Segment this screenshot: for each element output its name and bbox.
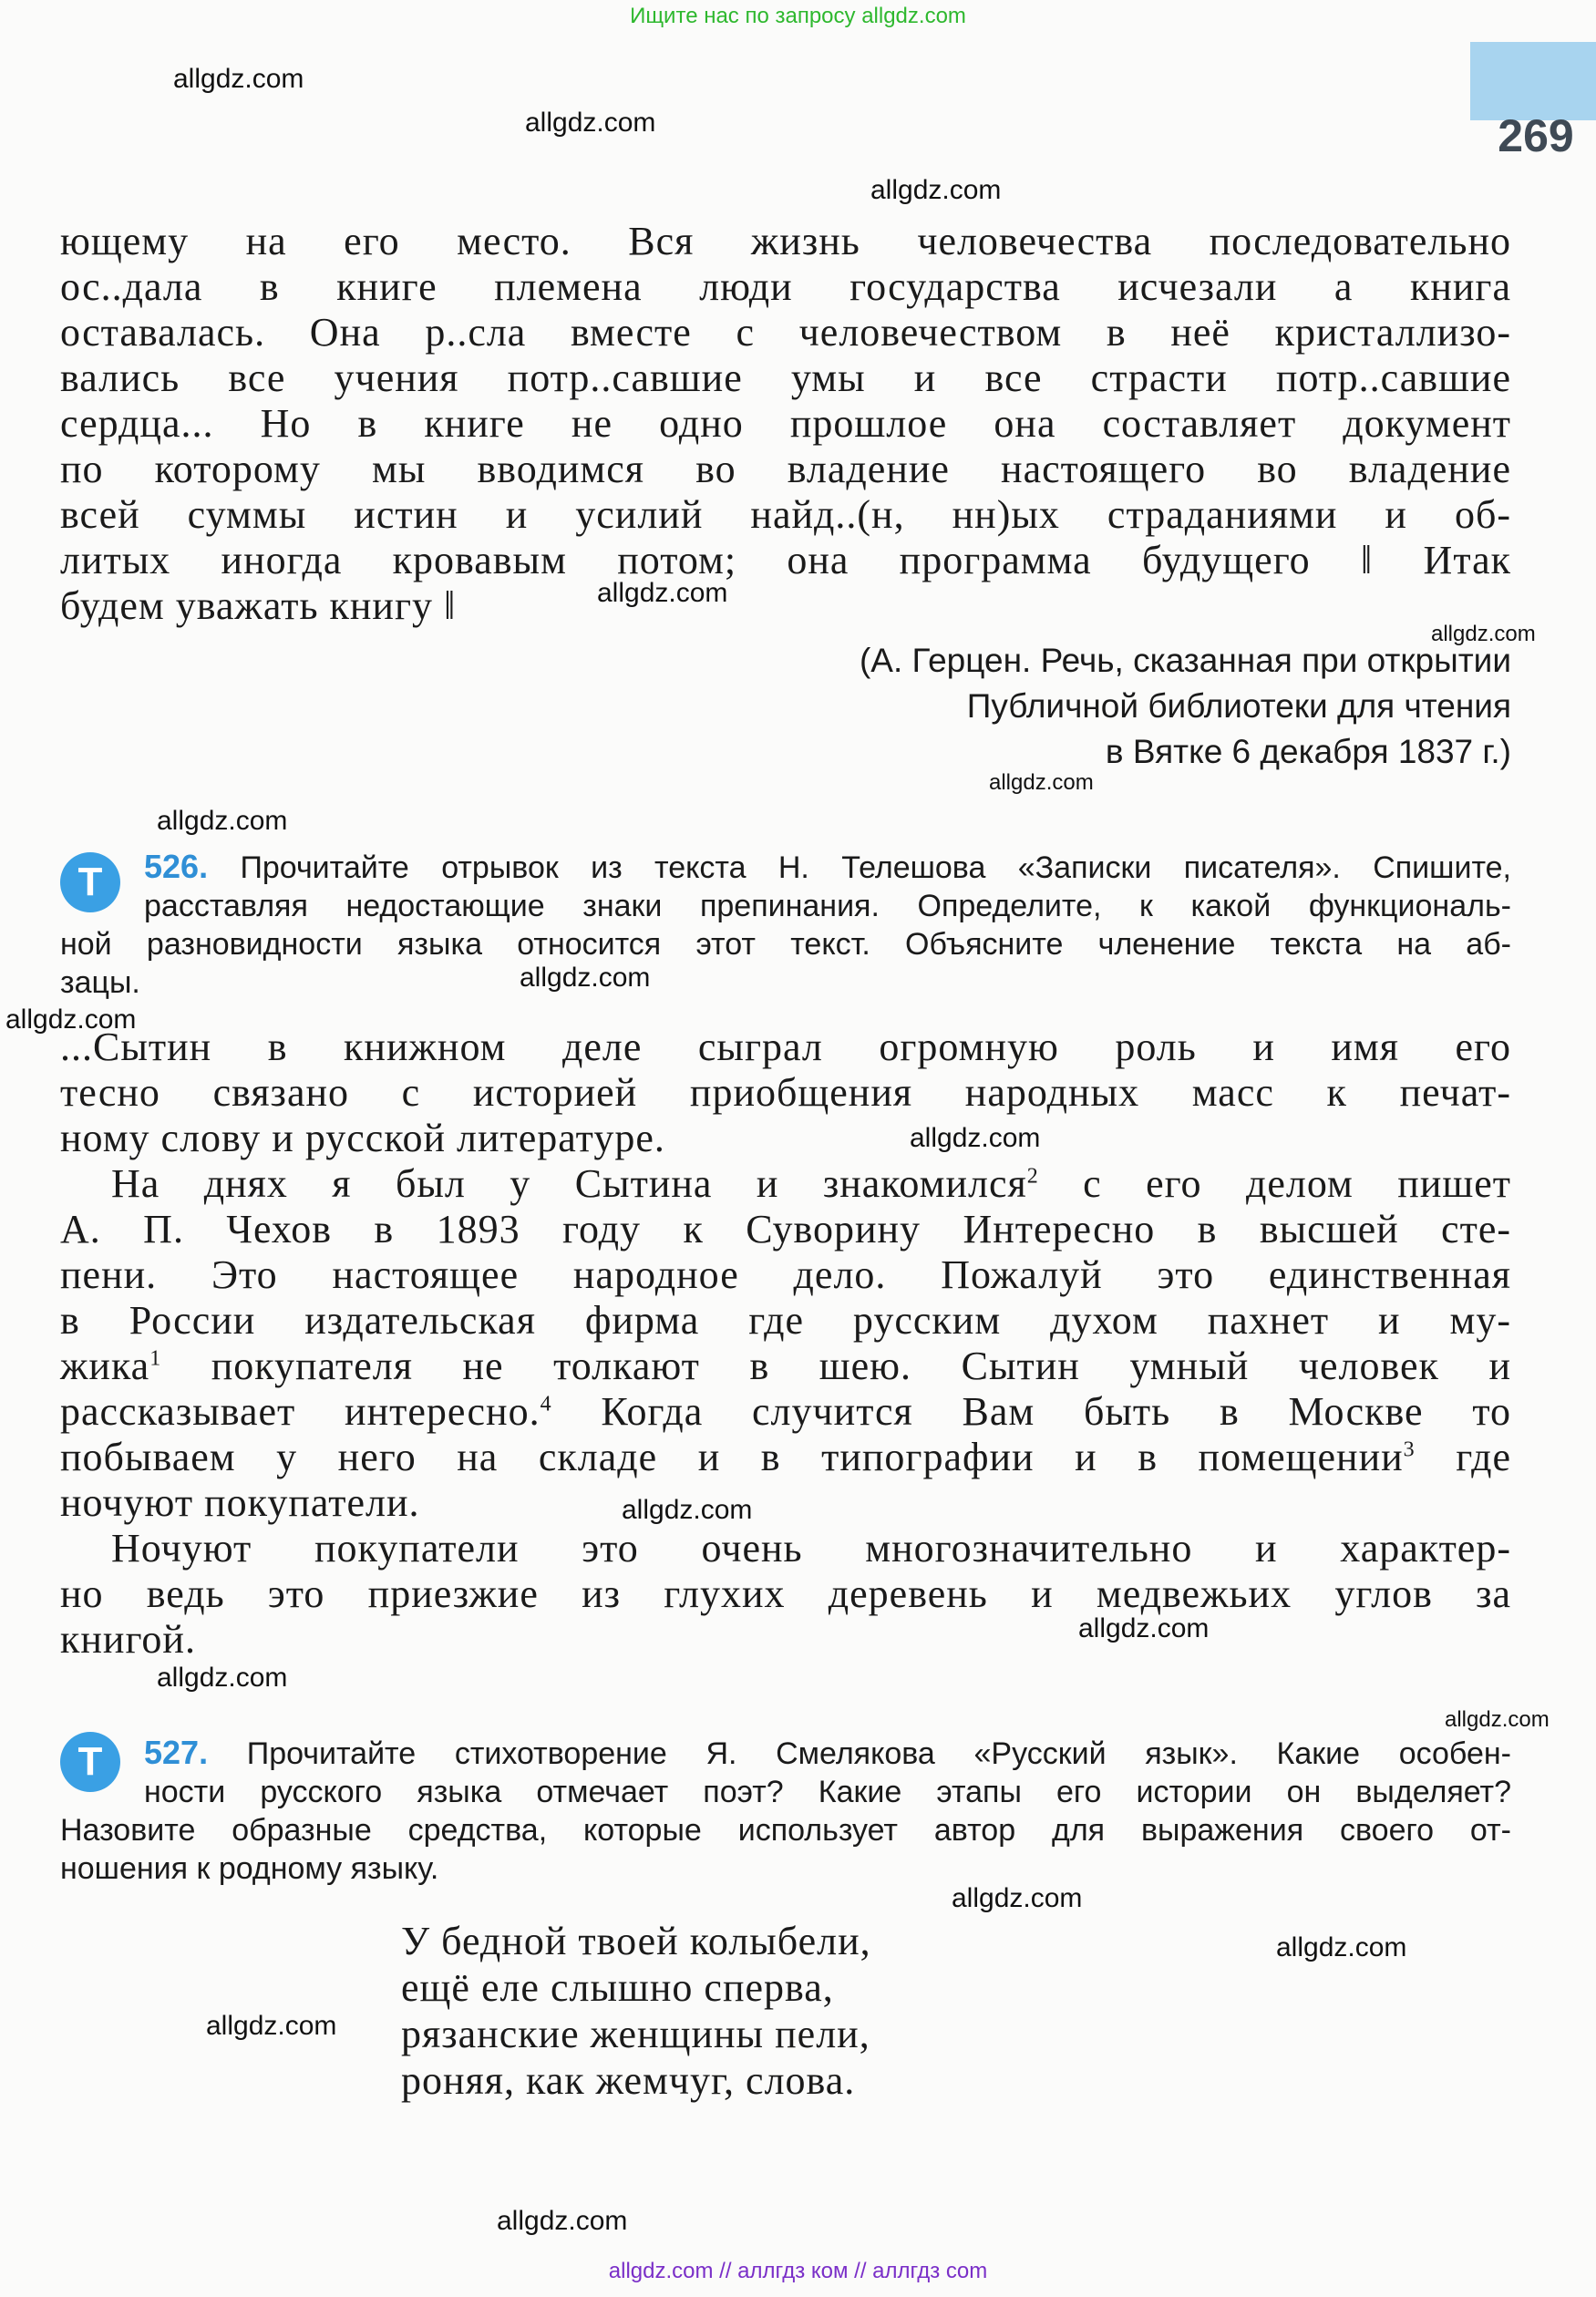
task-badge-icon: Т	[60, 1732, 120, 1792]
text-segment: где	[1415, 1435, 1511, 1479]
text-line	[60, 1344, 1511, 1389]
herzen-passage	[60, 219, 1511, 629]
task-line	[60, 1734, 1511, 1773]
watermark: allgdz.com	[5, 1004, 137, 1035]
watermark: allgdz.com	[952, 1883, 1083, 1913]
watermark: allgdz.com	[989, 770, 1094, 795]
text-segment: жика	[60, 1344, 150, 1388]
watermark: allgdz.com	[206, 2011, 337, 2041]
task-number: 526.	[144, 848, 209, 885]
task-526	[60, 848, 1511, 1002]
text-line: вались все учения потр..савшие умы и все страсти потр..савшие	[60, 355, 1511, 400]
watermark: allgdz.com	[622, 1495, 753, 1525]
watermark: allgdz.com	[525, 108, 656, 138]
text-line: ному слову и русской литературе.	[60, 1116, 665, 1160]
text-segment: рассказывает интересно.	[60, 1389, 541, 1434]
text-line	[60, 1389, 1511, 1435]
footnote-mark: 2	[1026, 1164, 1039, 1189]
watermark: allgdz.com	[520, 963, 651, 993]
attribution-line: Публичной библиотеки для чтения	[966, 687, 1511, 725]
task-line: Назовите образные средства, которые использует автор для выражения своего от-	[60, 1813, 1511, 1848]
herzen-attribution	[510, 638, 1511, 775]
watermark: allgdz.com	[1431, 622, 1536, 646]
text-line: оставалась. Она р..сла вместе с человечеством в неё кристаллизо-	[60, 310, 1511, 355]
watermark: allgdz.com	[157, 1663, 288, 1693]
attribution-line: (А. Герцен. Речь, сказанная при открытии	[859, 642, 1511, 679]
task-line: зацы.	[60, 965, 140, 1000]
text-line: будем уважать книгу ‖	[60, 583, 457, 628]
footnote-mark: 3	[1403, 1437, 1416, 1462]
page-number: 269	[1498, 110, 1574, 161]
top-banner[interactable]: Ищите нас по запросу allgdz.com	[630, 4, 966, 28]
text-line: Ночуют покупатели это очень многозначительно и характер-	[111, 1526, 1511, 1571]
attribution-line: в Вятке 6 декабря 1837 г.)	[1105, 733, 1511, 770]
text-line	[60, 1161, 1511, 1207]
poem-excerpt	[401, 1918, 871, 2104]
text-line: пени. Это настоящее народное дело. Пожалуй это единственная	[60, 1252, 1511, 1297]
text-line: книгой.	[60, 1617, 196, 1662]
task-line: ношения к родному языку.	[60, 1851, 439, 1886]
text-line: литых иногда кровавым потом; она программа будущего ‖ Итак	[60, 538, 1511, 582]
text-line: в России издательская фирма где русским духом пахнет и му-	[60, 1298, 1511, 1343]
text-line: ...Сытин в книжном деле сыграл огромную роль и имя его	[60, 1025, 1511, 1069]
watermark: allgdz.com	[870, 175, 1002, 205]
text-line: ос..дала в книге племена люди государства исчезали а книга	[60, 264, 1511, 309]
task-text: Прочитайте стихотворение Я. Смелякова «Русский язык». Какие особен-	[246, 1736, 1511, 1771]
task-badge-icon: Т	[60, 852, 120, 912]
text-line: сердца... Но в книге не одно прошлое она составляет документ	[60, 401, 1511, 446]
task-text: Прочитайте отрывок из текста Н. Телешова «Записки писателя». Спишите,	[240, 850, 1511, 885]
text-line: ющему на его место. Вся жизнь человечества последовательно	[60, 219, 1511, 263]
watermark: allgdz.com	[157, 806, 288, 836]
text-line: но ведь это приезжие из глухих деревень и медвежьих углов за	[60, 1571, 1511, 1616]
task-line: ной разновидности языка относится этот текст. Объясните членение текста на аб-	[60, 927, 1511, 962]
text-segment: побываем у него на складе и в типографии и в помещении	[60, 1435, 1404, 1479]
poem-line: роняя, как жемчуг, слова.	[401, 2058, 856, 2103]
text-line: ночуют покупатели.	[60, 1480, 420, 1525]
task-line: расставляя недостающие знаки препинания. Определите, к какой функциональ-	[144, 889, 1511, 923]
watermark: allgdz.com	[597, 578, 728, 608]
task-line: ности русского языка отмечает поэт? Какие этапы его истории он выделяет?	[144, 1775, 1511, 1809]
text-segment: с его делом пишет	[1038, 1161, 1511, 1206]
text-segment: Когда случится Вам быть в Москве то	[551, 1389, 1511, 1434]
watermark: allgdz.com	[1078, 1613, 1210, 1643]
text-line: А. П. Чехов в 1893 году к Суворину Интересно в высшей сте-	[60, 1207, 1511, 1252]
text-segment: покупателя не толкают в шею. Сытин умный человек и	[161, 1344, 1511, 1388]
text-segment: На днях я был у Сытина и знакомился	[111, 1161, 1027, 1206]
text-line: по которому мы вводимся во владение настоящего во владение	[60, 447, 1511, 491]
poem-line: У бедной твоей колыбели,	[401, 1919, 871, 1963]
sytin-passage	[60, 1025, 1511, 1663]
text-line: всей суммы истин и усилий найд..(н, нн)ых страданиями и об-	[60, 492, 1511, 537]
watermark: allgdz.com	[1445, 1707, 1550, 1732]
footnote-mark: 1	[149, 1346, 162, 1371]
footnote-mark: 4	[540, 1392, 552, 1416]
task-number: 527.	[144, 1734, 209, 1771]
watermark: allgdz.com	[1276, 1932, 1407, 1962]
task-line	[60, 848, 1511, 887]
task-527	[60, 1734, 1511, 1888]
footer-links[interactable]: allgdz.com // аллгдз ком // аллгдз com	[608, 2259, 988, 2283]
watermark: allgdz.com	[173, 64, 304, 94]
watermark: allgdz.com	[497, 2206, 628, 2236]
watermark: allgdz.com	[910, 1123, 1041, 1153]
text-line	[60, 1435, 1511, 1480]
poem-line: ещё еле слышно сперва,	[401, 1965, 834, 2010]
poem-line: рязанские женщины пели,	[401, 2012, 870, 2056]
text-line: тесно связано с историей приобщения народных масс к печат-	[60, 1070, 1511, 1115]
